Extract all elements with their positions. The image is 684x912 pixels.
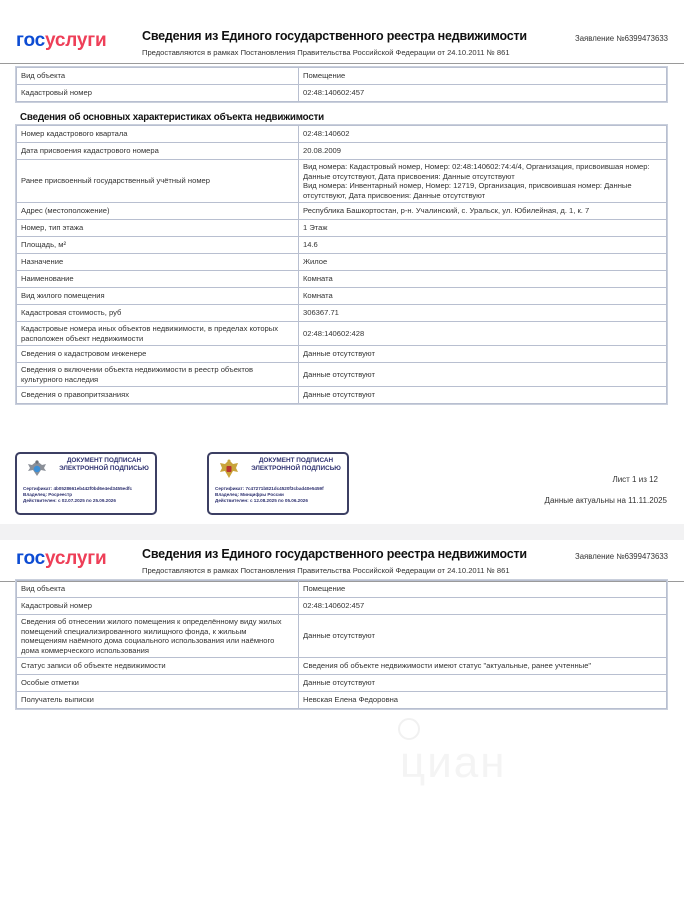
row-label: Номер кадастрового квартала [17,126,299,143]
document-title: Сведения из Единого государственного реестра недвижимости [142,29,527,43]
row-label: Статус записи об объекте недвижимости [17,658,299,675]
table-row [17,305,667,322]
row-value: Помещение [299,68,667,85]
row-value: Данные отсутствуют [299,387,667,404]
row-value: Комната [299,288,667,305]
table-row [17,220,667,237]
row-label: Вид объекта [17,581,299,598]
row-value: Республика Башкортостан, р-н. Учалинский, с. Уральск, ул. Юбилейная, д. 1, к. 7 [299,203,667,220]
row-label: Кадастровые номера иных объектов недвижимости, в пределах которых расположен объект недвижимости [17,322,299,346]
table-row [17,126,667,143]
row-value: Данные отсутствуют [299,346,667,363]
document-title: Сведения из Единого государственного реестра недвижимости [142,547,527,561]
row-label: Получатель выписки [17,692,299,709]
application-number: Заявление №6399473633 [574,552,668,561]
table-row [17,658,667,675]
stamp-owner: Владелец: Минцифры России [215,492,284,497]
row-value: 02:48:140602:457 [299,85,667,102]
row-label: Назначение [17,254,299,271]
row-value: 02:48:140602:428 [299,322,667,346]
details-table [16,580,667,709]
row-label: Кадастровая стоимость, руб [17,305,299,322]
row-value: 306367.71 [299,305,667,322]
characteristics-table [16,125,667,404]
row-value: Помещение [299,581,667,598]
table-row [17,68,667,85]
row-label: Площадь, м² [17,237,299,254]
row-value: 14.6 [299,237,667,254]
row-value: Комната [299,271,667,288]
table-row [17,387,667,404]
table-row [17,322,667,346]
row-value: 02:48:140602:457 [299,598,667,615]
row-label: Особые отметки [17,675,299,692]
stamp-validity: Действителен: с 12.08.2025 по 05.06.2026 [215,498,308,503]
row-value: 1 Этаж [299,220,667,237]
table-row [17,598,667,615]
row-value: Сведения об объекте недвижимости имеют статус "актуальные, ранее учтенные" [299,658,667,675]
value-line: Вид номера: Кадастровый номер, Номер: 02:48:140602:74:4/4, Организация, присвоившая номер: Данные отсутствуют, Дата присвоения: Данные отсутствуют [303,162,650,181]
row-label: Вид объекта [17,68,299,85]
table-row [17,85,667,102]
row-value: Данные отсутствуют [299,615,667,658]
application-number: Заявление №6399473633 [574,34,668,43]
row-value: Данные отсутствуют [299,675,667,692]
row-label: Сведения о включении объекта недвижимости в реестр объектов культурного наследия [17,363,299,387]
table-row [17,363,667,387]
document-subtitle: Предоставляются в рамках Постановления Правительства Российской Федерации от 24.10.2011 № 861 [142,48,510,57]
table-row [17,271,667,288]
row-value: Жилое [299,254,667,271]
table-row [17,254,667,271]
russia-coat-of-arms-icon [217,458,241,480]
row-value: Данные отсутствуют [299,363,667,387]
row-value: 20.08.2009 [299,143,667,160]
page-header [0,542,684,582]
row-label: Кадастровый номер [17,598,299,615]
value-line: Вид номера: Инвентарный номер, Номер: 12719, Организация, присвоившая номер: Данные отсутствуют, Дата присвоения: Данные отсутствуют [303,181,632,200]
stamp-title: ДОКУМЕНТ ПОДПИСАН ЭЛЕКТРОННОЙ ПОДПИСЬЮ [59,457,149,472]
row-value [299,160,667,203]
stamp-title: ДОКУМЕНТ ПОДПИСАН ЭЛЕКТРОННОЙ ПОДПИСЬЮ [251,457,341,472]
cian-pin-icon [398,718,420,740]
section-title: Сведения об основных характеристиках объекта недвижимости [20,112,324,123]
gosuslugi-logo: госуслуги [16,548,107,569]
object-table [16,67,667,102]
table-row [17,143,667,160]
row-label: Адрес (местоположение) [17,203,299,220]
row-label: Наименование [17,271,299,288]
row-value: Невская Елена Федоровна [299,692,667,709]
row-label: Вид жилого помещения [17,288,299,305]
document-page-2 [0,540,684,912]
table-row [17,581,667,598]
table-row [17,692,667,709]
sheet-number: Лист 1 из 12 [612,475,658,484]
page-header [0,24,684,64]
table-row [17,288,667,305]
table-row [17,203,667,220]
table-row [17,675,667,692]
data-actual-date: Данные актуальны на 11.11.2025 [544,496,667,505]
signature-stamp [207,452,349,515]
row-label: Номер, тип этажа [17,220,299,237]
row-label: Дата присвоения кадастрового номера [17,143,299,160]
table-row [17,346,667,363]
table-row [17,615,667,658]
row-value: 02:48:140602 [299,126,667,143]
row-label: Кадастровый номер [17,85,299,102]
gosuslugi-logo: госуслуги [16,30,107,51]
table-row [17,160,667,203]
signature-stamp [15,452,157,515]
table-row [17,237,667,254]
row-label: Сведения о кадастровом инженере [17,346,299,363]
row-label: Ранее присвоенный государственный учётный номер [17,160,299,203]
row-label: Сведения о правопритязаниях [17,387,299,404]
rosreestr-emblem-icon [25,458,49,480]
stamp-certificate: Сертификат: 4b0528661eb442f0bd6e4ed3455edfc [23,486,133,491]
stamp-owner: Владелец: Росреестр [23,492,73,497]
row-label: Сведения об отнесении жилого помещения к определённому виду жилых помещений специализированного жилищного фонда, к жильым помещениям наёмного дома социального использования или наёмного дома коммерческого использования [17,615,299,658]
document-subtitle: Предоставляются в рамках Постановления Правительства Российской Федерации от 24.10.2011 № 861 [142,566,510,575]
stamp-certificate: Сертификат: 7c47271b821dc4520f3cbad40e5459f [215,486,324,491]
cian-watermark: циан [400,738,507,788]
page-divider [0,524,684,540]
stamp-validity: Действителен: с 02.07.2025 по 25.09.2026 [23,498,116,503]
